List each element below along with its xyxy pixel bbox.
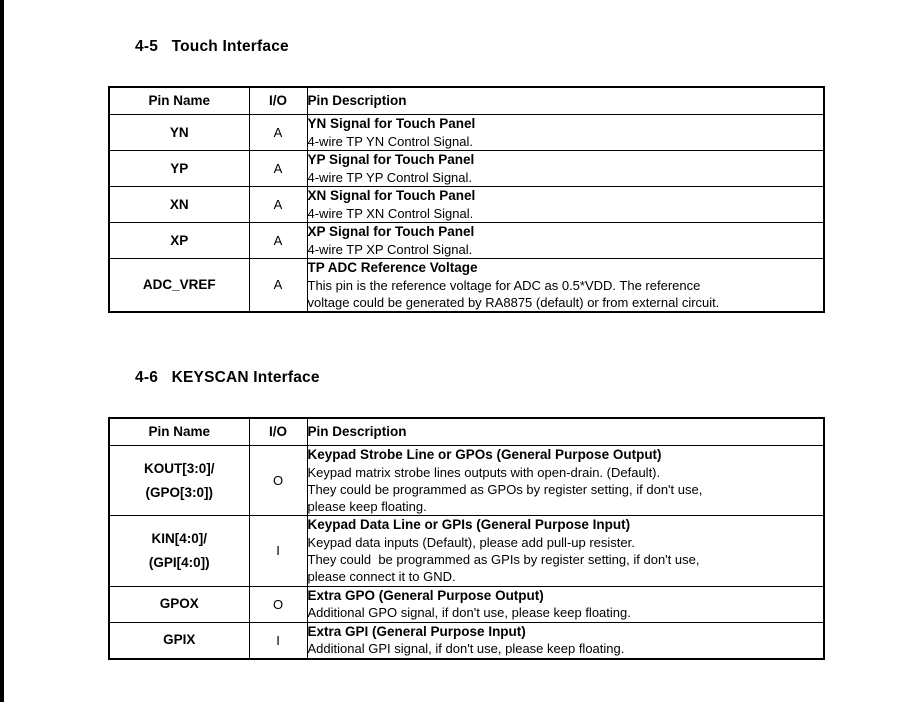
pin-name-line: XP [170, 232, 189, 248]
table-row [109, 446, 824, 516]
cell-pin-name [109, 258, 249, 312]
cell-io: I [249, 516, 307, 586]
description-title: Extra GPO (General Purpose Output) [307, 587, 544, 603]
table-row [109, 258, 824, 312]
column-header-io: I/O [249, 418, 307, 446]
cell-pin-name [109, 622, 249, 658]
section-heading-keyscan-interface [108, 351, 848, 405]
cell-pin-name [109, 446, 249, 516]
description-line: 4-wire TP XP Control Signal. [307, 241, 473, 257]
page-left-margin-rule [0, 0, 4, 702]
description-title: Keypad Strobe Line or GPOs (General Purpose Output) [307, 447, 662, 462]
cell-io: I [249, 622, 307, 658]
description-title: XN Signal for Touch Panel [307, 187, 476, 203]
cell-io: A [249, 186, 307, 222]
description-title: Keypad Data Line or GPIs (General Purpose Input) [307, 517, 631, 533]
section-heading-touch-interface [108, 20, 848, 74]
table-header-row [109, 418, 824, 446]
table-row [109, 622, 824, 658]
column-header-pin-description: Pin Description [307, 418, 824, 446]
table-row [109, 186, 824, 222]
description-line: please connect it to GND. [307, 569, 456, 585]
section-number: 4-6 [135, 369, 159, 386]
description-title: TP ADC Reference Voltage [307, 259, 478, 275]
pin-name-line: KIN[4:0]/ [151, 531, 207, 547]
pin-name-line: KOUT[3:0]/ [144, 461, 215, 477]
cell-io: O [249, 586, 307, 622]
description-line: Keypad data inputs (Default), please add pull-up resister. [307, 535, 635, 551]
column-header-pin-name: Pin Name [109, 87, 249, 115]
cell-io: A [249, 115, 307, 151]
touch-interface-pin-table [108, 86, 825, 313]
cell-io: A [249, 258, 307, 312]
section-heading-gap [158, 369, 172, 386]
column-header-io: I/O [249, 87, 307, 115]
pin-name-line: GPIX [163, 632, 196, 648]
cell-description [307, 186, 824, 222]
table-header-row [109, 87, 824, 115]
cell-description [307, 586, 824, 622]
table-row [109, 586, 824, 622]
description-line: please keep floating. [307, 499, 427, 515]
description-line: Additional GPO signal, if don't use, please keep floating. [307, 605, 631, 621]
column-header-pin-description: Pin Description [307, 87, 824, 115]
table-row [109, 516, 824, 586]
pin-name-line: XN [169, 196, 189, 212]
cell-description [307, 222, 824, 258]
cell-description [307, 115, 824, 151]
description-line: Additional GPI signal, if don't use, please keep floating. [307, 641, 625, 657]
description-line: 4-wire TP YP Control Signal. [307, 169, 473, 185]
section-heading-gap [158, 38, 172, 55]
cell-pin-name [109, 586, 249, 622]
section-title: KEYSCAN Interface [171, 369, 320, 386]
cell-description [307, 446, 824, 516]
description-title: YN Signal for Touch Panel [307, 116, 476, 131]
section-spacer [108, 313, 848, 351]
cell-io: A [249, 150, 307, 186]
cell-description [307, 516, 824, 586]
description-line: Keypad matrix strobe lines outputs with open-drain. (Default). [307, 464, 661, 480]
description-title: XP Signal for Touch Panel [307, 223, 475, 239]
pin-name-line: (GPI[4:0]) [148, 554, 210, 570]
description-line: They could be programmed as GPOs by register setting, if don't use, [307, 481, 703, 497]
pin-name-line: YN [169, 124, 189, 140]
cell-pin-name [109, 150, 249, 186]
cell-pin-name [109, 222, 249, 258]
keyscan-interface-pin-table [108, 417, 825, 660]
table-row [109, 222, 824, 258]
description-title: YP Signal for Touch Panel [307, 151, 475, 167]
section-number: 4-5 [135, 38, 159, 55]
description-line: 4-wire TP YN Control Signal. [307, 133, 473, 149]
cell-io: A [249, 222, 307, 258]
pin-name-line: (GPO[3:0]) [145, 484, 213, 500]
pin-name-line: YP [170, 160, 189, 176]
pin-name-line: GPOX [159, 596, 199, 612]
document-content [108, 0, 848, 660]
cell-description [307, 258, 824, 312]
cell-description [307, 150, 824, 186]
cell-description [307, 622, 824, 658]
table-row [109, 115, 824, 151]
description-line: This pin is the reference voltage for ADC as 0.5*VDD. The reference [307, 277, 701, 293]
cell-pin-name [109, 115, 249, 151]
pin-name-line: ADC_VREF [142, 277, 216, 293]
cell-pin-name [109, 186, 249, 222]
cell-io: O [249, 446, 307, 516]
column-header-pin-name: Pin Name [109, 418, 249, 446]
description-line: They could be programmed as GPIs by register setting, if don't use, [307, 552, 700, 568]
description-title: Extra GPI (General Purpose Input) [307, 623, 526, 639]
table-row [109, 150, 824, 186]
cell-pin-name [109, 516, 249, 586]
description-line: voltage could be generated by RA8875 (default) or from external circuit. [307, 294, 720, 310]
description-line: 4-wire TP XN Control Signal. [307, 205, 474, 221]
section-title: Touch Interface [171, 38, 289, 55]
